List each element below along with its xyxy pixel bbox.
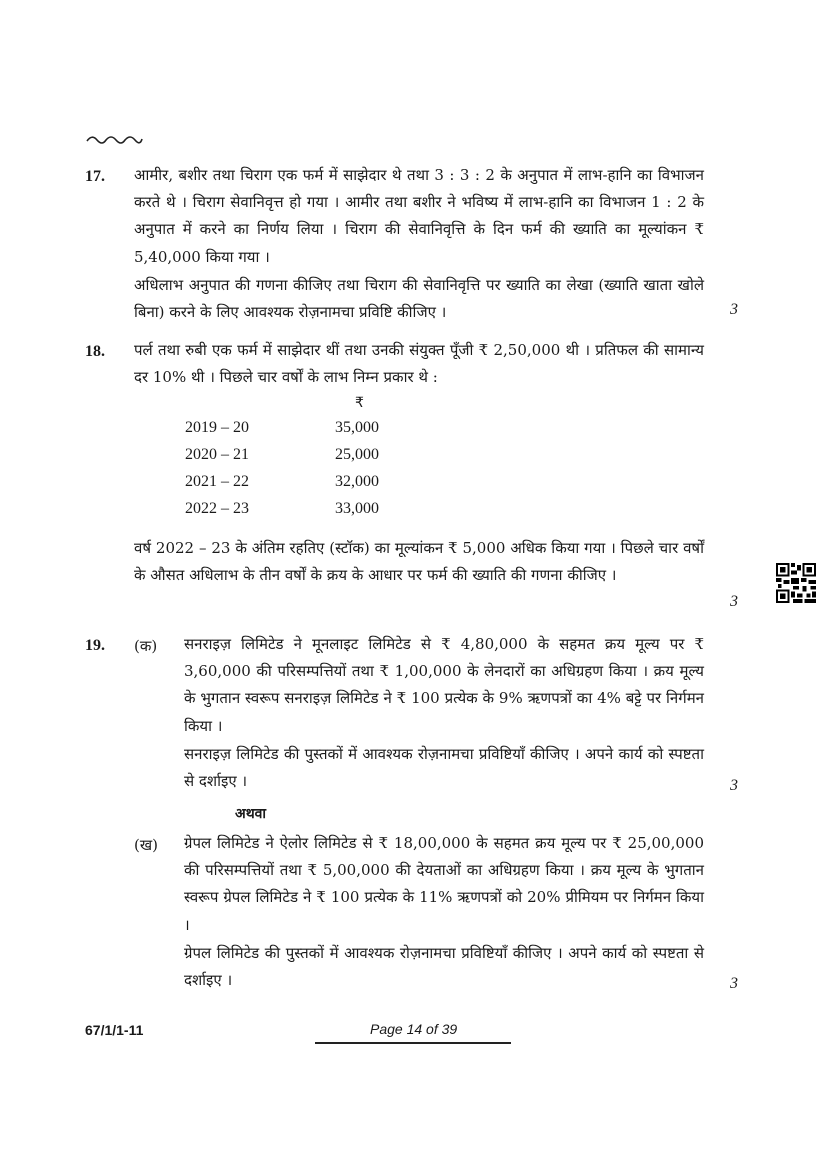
question-intro: [134, 337, 704, 391]
or-label: अथवा: [235, 806, 267, 822]
question-body: [134, 162, 704, 326]
currency-header: ₹: [355, 396, 364, 411]
question-number: 17.: [85, 168, 105, 185]
part-ka-body: [184, 631, 704, 795]
year-cell: 2022 – 23: [185, 500, 249, 517]
footer-rule: [315, 1042, 511, 1044]
question-paragraph: पर्ल तथा रुबी एक फर्म में साझेदार थीं तथा उनकी संयुक्त पूँजी ₹ 2,50,000 थी । प्रतिफल की सामान्य दर 10% थी । पिछले चार वर्षों के लाभ निम्न प्रकार थे :: [134, 341, 704, 387]
profits-table: [185, 395, 435, 527]
table-row: [185, 473, 435, 500]
amount-cell: 33,000: [335, 500, 379, 517]
paper-code: 67/1/1-11: [85, 1022, 144, 1038]
question-paragraph: ग्रेपल लिमिटेड की पुस्तकों में आवश्यक रोज़नामचा प्रविष्टियाँ कीजिए । अपने कार्य को स्पष्टता से दर्शाइए ।: [184, 943, 704, 990]
question-18: [85, 343, 745, 623]
question-paragraph: ग्रेपल लिमिटेड ने ऐलोर लिमिटेड से ₹ 18,00,000 के सहमत क्रय मूल्य पर ₹ 25,00,000 की परिसम्पत्तियों तथा ₹ 5,00,000 की देयताओं का अधिग्रहण किया । क्रय मूल्य के भुगतान स्वरूप ग्रेपल लिमिटेड ने ₹ 100 प्रत्येक के 11% ऋणपत्रों को 20% प्रीमियम पर निर्गमन किया ।: [184, 834, 704, 934]
question-number: 18.: [85, 343, 105, 360]
table-row: [185, 500, 435, 527]
table-row: [185, 419, 435, 446]
wave-ornament-icon: [85, 133, 143, 147]
year-cell: 2021 – 22: [185, 473, 249, 490]
part-kha-body: [184, 830, 704, 994]
marks: 3: [730, 975, 738, 992]
question-number: 19.: [85, 637, 105, 654]
table-header: [185, 395, 435, 419]
table-row: [185, 446, 435, 473]
marks: 3: [730, 593, 738, 610]
qr-code-icon: [776, 563, 816, 603]
question-paragraph: सनराइज़ लिमिटेड ने मूनलाइट लिमिटेड से ₹ 4,80,000 के सहमत क्रय मूल्य पर ₹ 3,60,000 की परिसम्पत्तियों तथा ₹ 1,00,000 के लेनदारों का अधिग्रहण किया । क्रय मूल्य के भुगतान स्वरूप सनराइज़ लिमिटेड ने ₹ 100 प्रत्येक के 9% ऋणपत्रों का 4% बट्टे पर निर्गमन किया ।: [184, 635, 704, 735]
marks: 3: [730, 301, 738, 318]
question-paragraph: वर्ष 2022 – 23 के अंतिम रहतिए (स्टॉक) का मूल्यांकन ₹ 5,000 अधिक किया गया । पिछले चार वर्षों के औसत अधिलाभ के तीन वर्षों के क्रय के आधार पर फर्म की ख्याति की गणना कीजिए ।: [134, 539, 704, 585]
page-number: Page 14 of 39: [370, 1021, 458, 1037]
question-paragraph: आमीर, बशीर तथा चिराग एक फर्म में साझेदार थे तथा 3 : 3 : 2 के अनुपात में लाभ-हानि का विभाजन करते थे । चिराग सेवानिवृत्त हो गया । आमीर तथा बशीर ने भविष्य में लाभ-हानि का विभाजन 1 : 2 के अनुपात में करने का निर्णय लिया । चिराग की सेवानिवृत्ति के दिन फर्म की ख्याति का मूल्यांकन ₹ 5,40,000 किया गया ।: [134, 166, 704, 266]
question-outro: [134, 535, 704, 589]
marks: 3: [730, 777, 738, 794]
question-17: [85, 168, 745, 328]
amount-cell: 25,000: [335, 446, 379, 463]
question-paragraph: अधिलाभ अनुपात की गणना कीजिए तथा चिराग की सेवानिवृत्ति पर ख्याति का लेखा (ख्याति खाता खोले बिना) करने के लिए आवश्यक रोज़नामचा प्रविष्टि कीजिए ।: [134, 275, 704, 322]
question-19: [85, 637, 745, 997]
amount-cell: 35,000: [335, 419, 379, 436]
amount-cell: 32,000: [335, 473, 379, 490]
year-cell: 2020 – 21: [185, 446, 249, 463]
year-cell: 2019 – 20: [185, 419, 249, 436]
part-label: (ख): [134, 836, 158, 854]
question-paragraph: सनराइज़ लिमिटेड की पुस्तकों में आवश्यक रोज़नामचा प्रविष्टियाँ कीजिए । अपने कार्य को स्पष्टता से दर्शाइए ।: [184, 744, 704, 791]
part-label: (क): [134, 637, 158, 655]
